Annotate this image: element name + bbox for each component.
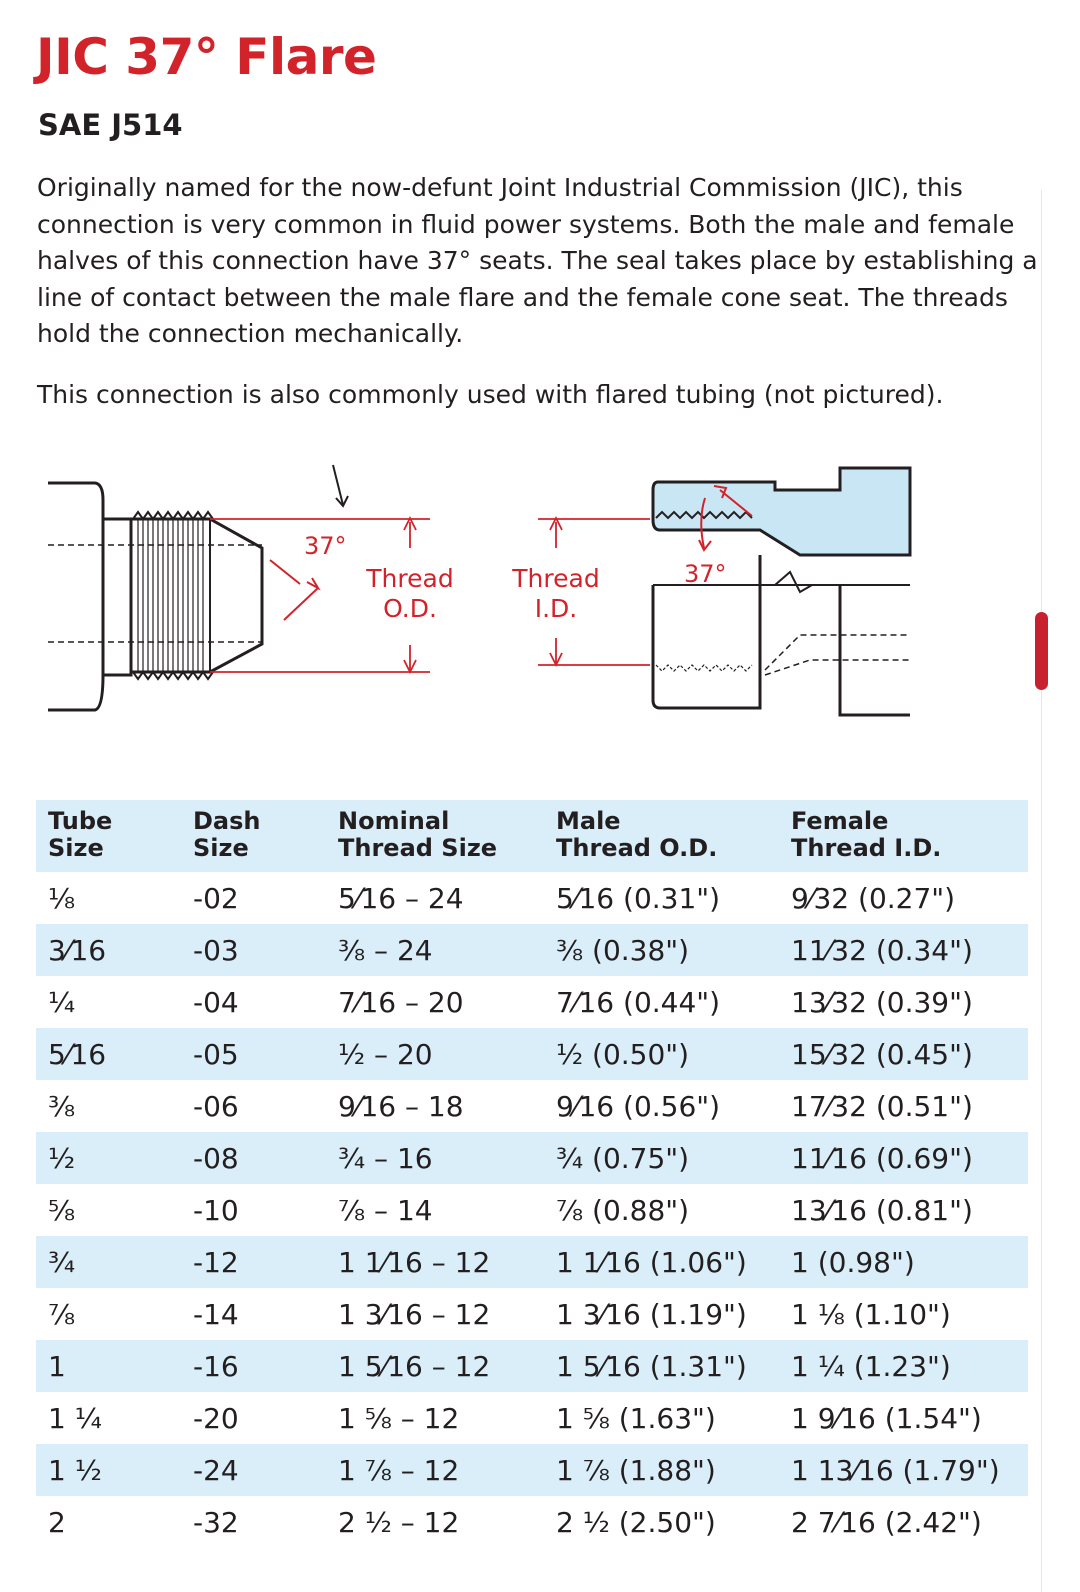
page-subtitle: SAE J514	[38, 108, 183, 142]
male-od-cell: 1 ⅞ (1.88")	[544, 1444, 779, 1496]
connection-diagram	[0, 460, 1000, 760]
dash-size-cell: -32	[193, 1505, 239, 1539]
header-nominal-thread-size: Nominal Thread Size	[326, 800, 544, 872]
table-row	[36, 1496, 1028, 1548]
female-id-cell: 13⁄16 (0.81")	[791, 1193, 973, 1227]
table-row	[36, 976, 1028, 1028]
nominal-thread-cell: 9⁄16 – 18	[338, 1089, 464, 1123]
table-row	[36, 1080, 1028, 1132]
tube-size-cell: ¾	[36, 1236, 181, 1288]
female-id-cell: 1 9⁄16 (1.54")	[791, 1401, 982, 1435]
table-row	[36, 1340, 1028, 1392]
table-row	[36, 1028, 1028, 1080]
dash-size-cell: -05	[181, 1028, 326, 1080]
male-thread-label: Thread	[366, 564, 454, 593]
table-row	[36, 1392, 1028, 1444]
nominal-thread-cell: 1 3⁄16 – 12	[338, 1297, 491, 1331]
note-paragraph: This connection is also commonly used with flared tubing (not pictured).	[37, 380, 944, 409]
dash-size-cell: -06	[193, 1089, 239, 1123]
dash-size-cell: -02	[193, 881, 239, 915]
table-row	[36, 1288, 1028, 1340]
female-id-cell: 13⁄32 (0.39")	[791, 985, 973, 1019]
male-od-label: O.D.	[383, 594, 437, 623]
female-id-cell: 1 (0.98")	[779, 1236, 1028, 1288]
male-angle-arrow	[333, 465, 348, 506]
table-row	[36, 872, 1028, 924]
female-id-cell: 9⁄32 (0.27")	[791, 881, 956, 915]
table-row	[36, 1444, 1028, 1496]
male-od-cell: 7⁄16 (0.44")	[556, 985, 721, 1019]
header-tube-size: Tube Size	[36, 800, 181, 872]
page-title: JIC 37° Flare	[36, 28, 377, 86]
female-id-cell: 11⁄16 (0.69")	[779, 1132, 1028, 1184]
nominal-thread-cell: 1 ⅝ – 12	[338, 1401, 460, 1435]
table-row	[36, 924, 1028, 976]
female-angle-label: 37°	[684, 560, 727, 588]
female-id-cell: 1 ⅛ (1.10")	[791, 1297, 951, 1331]
tube-size-cell: ⅞	[48, 1297, 76, 1331]
male-od-cell: 9⁄16 (0.56")	[556, 1089, 721, 1123]
female-id-cell: 2 7⁄16 (2.42")	[791, 1505, 982, 1539]
male-angle-label: 37°	[304, 532, 347, 560]
female-fitting-drawing	[653, 468, 910, 715]
header-dash-size: Dash Size	[181, 800, 326, 872]
nominal-thread-cell: ⅞ – 14	[338, 1193, 433, 1227]
scrollbar-track[interactable]	[1041, 190, 1042, 1592]
nominal-thread-cell: 1 5⁄16 – 12	[326, 1340, 544, 1392]
dash-size-cell: -14	[193, 1297, 239, 1331]
nominal-thread-cell: 5⁄16 – 24	[338, 881, 464, 915]
tube-size-cell: 2	[48, 1505, 66, 1539]
male-od-cell: 1 5⁄16 (1.31")	[544, 1340, 779, 1392]
tube-size-cell: ⅜	[48, 1089, 76, 1123]
male-od-cell: 1 ⅝ (1.63")	[556, 1401, 716, 1435]
table-row	[36, 1132, 1028, 1184]
tube-size-cell: 1	[36, 1340, 181, 1392]
dash-size-cell: -24	[181, 1444, 326, 1496]
male-od-cell: ⅜ (0.38")	[544, 924, 779, 976]
thread-size-table	[36, 800, 1028, 1548]
tube-size-cell: 1 ¼	[48, 1401, 102, 1435]
description-paragraph: Originally named for the now-defunt Joint Industrial Commission (JIC), this connection is very common in fluid power systems. Both the male and female halves of this connection have 37° seats. The seal takes place by establishing a line of contact between the male flare and the female cone seat. The threads hold the connection mechanically.	[37, 173, 1038, 348]
male-od-cell: ½ (0.50")	[544, 1028, 779, 1080]
table-header-row	[36, 800, 1028, 872]
header-male-thread-od: Male Thread O.D.	[544, 800, 779, 872]
dash-size-cell: -16	[181, 1340, 326, 1392]
male-od-cell: 5⁄16 (0.31")	[556, 881, 721, 915]
female-id-cell: 11⁄32 (0.34")	[779, 924, 1028, 976]
male-od-cell: 1 3⁄16 (1.19")	[556, 1297, 747, 1331]
female-id-cell: 1 ¼ (1.23")	[779, 1340, 1028, 1392]
table-row	[36, 1236, 1028, 1288]
male-od-cell: ⅞ (0.88")	[556, 1193, 690, 1227]
tube-size-cell: ⅛	[48, 881, 76, 915]
male-od-cell: ¾ (0.75")	[544, 1132, 779, 1184]
nominal-thread-cell: 1 ⅞ – 12	[326, 1444, 544, 1496]
female-thread-label: Thread	[512, 564, 600, 593]
nominal-thread-cell: 2 ½ – 12	[338, 1505, 460, 1539]
tube-size-cell: 3⁄16	[36, 924, 181, 976]
male-angle-arrows	[270, 560, 318, 620]
dash-size-cell: -03	[181, 924, 326, 976]
dash-size-cell: -04	[193, 985, 239, 1019]
dash-size-cell: -12	[181, 1236, 326, 1288]
tube-size-cell: ½	[36, 1132, 181, 1184]
nominal-thread-cell: ¾ – 16	[326, 1132, 544, 1184]
nominal-thread-cell: 7⁄16 – 20	[338, 985, 464, 1019]
tube-size-cell: 5⁄16	[36, 1028, 181, 1080]
dash-size-cell: -08	[181, 1132, 326, 1184]
nominal-thread-cell: ⅜ – 24	[326, 924, 544, 976]
female-id-cell: 17⁄32 (0.51")	[791, 1089, 973, 1123]
nominal-thread-cell: ½ – 20	[326, 1028, 544, 1080]
scrollbar-thumb[interactable]	[1035, 612, 1048, 690]
female-id-cell: 1 13⁄16 (1.79")	[779, 1444, 1028, 1496]
nominal-thread-cell: 1 1⁄16 – 12	[326, 1236, 544, 1288]
header-female-thread-id: Female Thread I.D.	[779, 800, 1028, 872]
table-row	[36, 1184, 1028, 1236]
dash-size-cell: -10	[193, 1193, 239, 1227]
tube-size-cell: ⅝	[48, 1193, 76, 1227]
dash-size-cell: -20	[193, 1401, 239, 1435]
male-fitting-drawing	[48, 483, 262, 710]
female-id-cell: 15⁄32 (0.45")	[779, 1028, 1028, 1080]
male-od-cell: 2 ½ (2.50")	[556, 1505, 716, 1539]
male-od-cell: 1 1⁄16 (1.06")	[544, 1236, 779, 1288]
tube-size-cell: ¼	[48, 985, 76, 1019]
female-id-label: I.D.	[534, 594, 578, 623]
tube-size-cell: 1 ½	[36, 1444, 181, 1496]
